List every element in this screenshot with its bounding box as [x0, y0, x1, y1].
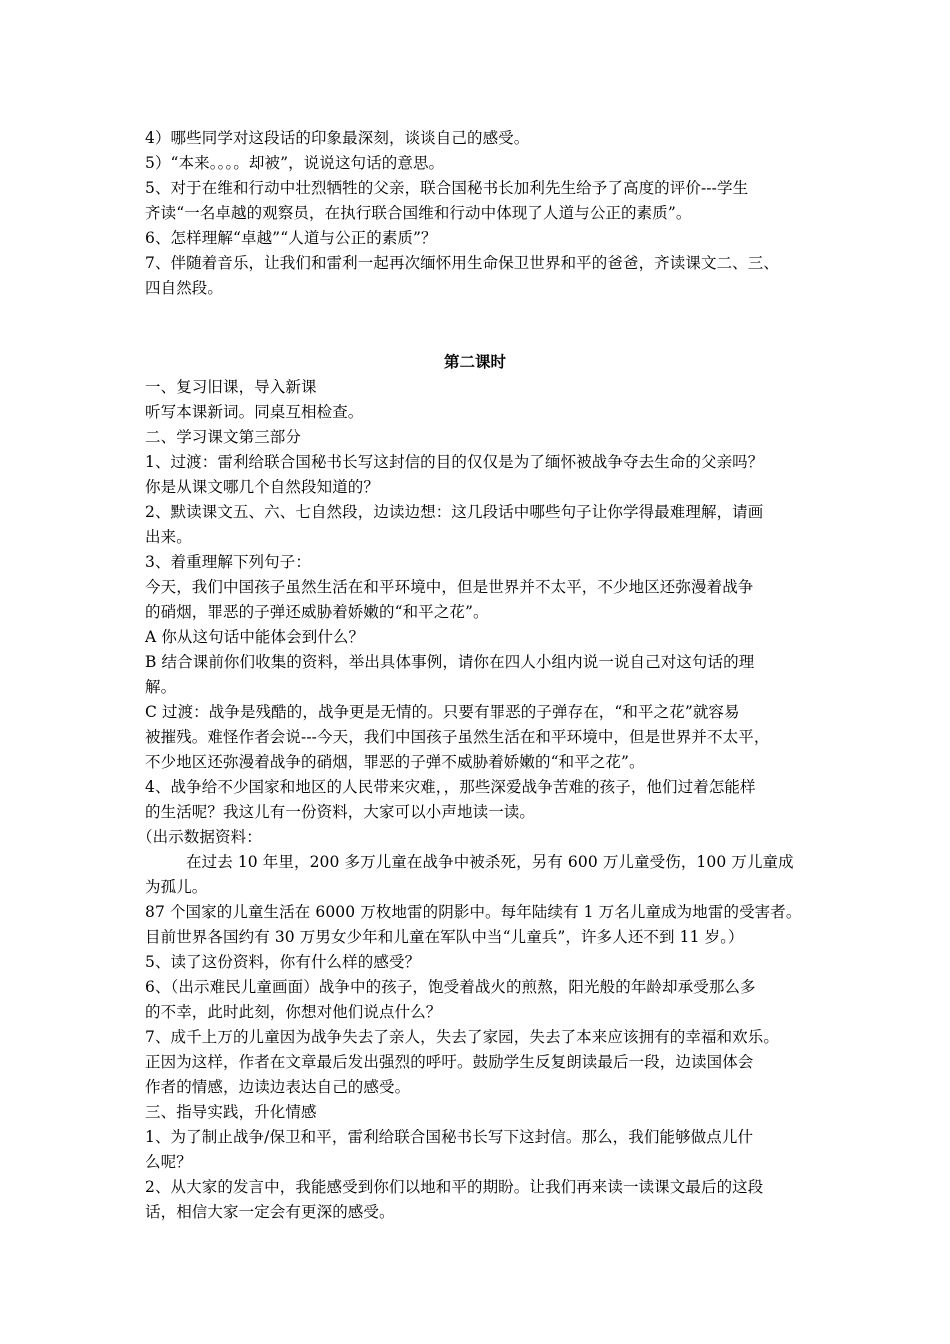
text-line: 不少地区还弥漫着战争的硝烟，罪恶的子弹不威胁着娇嫩的“和平之花”。: [145, 753, 645, 771]
text-line: 正因为这样，作者在文章最后发出强烈的呼吁。鼓励学生反复朗读最后一段，边读国体会: [145, 1053, 754, 1071]
text-line: 作者的情感，边读边表达自己的感受。: [145, 1078, 411, 1096]
text-line: 目前世界各国约有 30 万男女少年和儿童在军队中当“儿童兵”，许多人还不到 11 岁。）: [145, 928, 744, 946]
text-line: 今天，我们中国孩子虽然生活在和平环境中，但是世界并不太平，不少地区还弥漫着战争: [145, 578, 754, 596]
text-line: A 你从这句话中能体会到什么？: [145, 628, 365, 646]
text-line: 2、从大家的发言中，我能感受到你们以地和平的期盼。让我们再来读一读课文最后的这段: [145, 1178, 764, 1196]
text-line: 6、怎样理解“卓越”“人道与公正的素质”？: [145, 229, 437, 247]
text-line: 二、学习课文第三部分: [145, 428, 302, 446]
text-line: 87 个国家的儿童生活在 6000 万枚地雷的阴影中。每年陆续有 1 万名儿童成为地雷的受害者。: [145, 903, 802, 921]
text-line: 为孤儿。: [145, 878, 208, 896]
text-line: 3、着重理解下列句子：: [145, 553, 311, 571]
text-line: 四自然段。: [145, 279, 224, 297]
text-line: 5、对于在维和行动中壮烈牺牲的父亲，联合国秘书长加利先生给予了高度的评价---学生: [145, 179, 749, 197]
text-line: 的生活呢？我这儿有一份资料，大家可以小声地读一读。: [145, 803, 536, 821]
text-line: B 结合课前你们收集的资料，举出具体事例，请你在四人小组内说一说自己对这句话的理: [145, 653, 755, 671]
text-line: 7、成千上万的儿童因为战争失去了亲人，失去了家园，失去了本来应该拥有的幸福和欢乐。: [145, 1028, 779, 1046]
text-line: 4、战争给不少国家和地区的人民带来灾难，，那些深爱战争苦难的孩子，他们过着怎能样: [145, 778, 756, 796]
text-line: 的不幸，此时此刻，你想对他们说点什么？: [145, 1003, 442, 1021]
text-line: 么呢？: [145, 1153, 192, 1171]
text-line: （出示数据资料：: [137, 828, 262, 846]
text-line: 1、为了制止战争/保卫和平，雷利给联合国秘书长写下这封信。那么，我们能够做点儿什: [145, 1128, 754, 1146]
text-line: 4）哪些同学对这段话的印象最深刻，谈谈自己的感受。: [145, 129, 530, 147]
text-line: 话，相信大家一定会有更深的感受。: [145, 1203, 395, 1221]
text-line: 出来。: [145, 528, 192, 546]
text-line: 一、复习旧课，导入新课: [145, 378, 317, 396]
text-line: 解。: [145, 678, 177, 696]
text-line: 在过去 10 年里，200 多万儿童在战争中被杀死，另有 600 万儿童受伤，100 万儿童成: [186, 853, 794, 871]
text-line: 的硝烟，罪恶的子弹还威胁着娇嫩的“和平之花”。: [145, 603, 489, 621]
text-line: 6、（出示难民儿童画面）战争中的孩子，饱受着战火的煎熬，阳光般的年龄却承受那么多: [145, 978, 756, 996]
text-line: 齐读“一名卓越的观察员，在执行联合国维和行动中体现了人道与公正的素质”。: [145, 204, 692, 222]
text-line: 你是从课文哪几个自然段知道的？: [145, 478, 380, 496]
text-line: 听写本课新词。同桌互相检查。: [145, 403, 364, 421]
text-line: 2、默读课文五、六、七自然段，边读边想：这几段话中哪些句子让你学得最难理解，请画: [145, 503, 764, 521]
text-line: C 过渡：战争是残酷的，战争更是无情的。只要有罪恶的子弹存在，“和平之花”就容易: [145, 703, 740, 721]
text-line: 被摧残。难怪作者会说---今天，我们中国孩子虽然生活在和平环境中，但是世界并不太平，: [145, 728, 770, 746]
text-line: 三、指导实践，升化情感: [145, 1103, 317, 1121]
text-line: 1、过渡：雷利给联合国秘书长写这封信的目的仅仅是为了缅怀被战争夺去生命的父亲吗？: [145, 453, 764, 471]
text-line: 5、读了这份资料，你有什么样的感受？: [145, 953, 421, 971]
section-title: 第二课时: [443, 352, 506, 371]
text-line: 7、伴随着音乐，让我们和雷利一起再次缅怀用生命保卫世界和平的爸爸，齐读课文二、三、: [145, 254, 779, 272]
text-line: 5）“本来。。。。却被”，说说这句话的意思。: [145, 154, 445, 172]
